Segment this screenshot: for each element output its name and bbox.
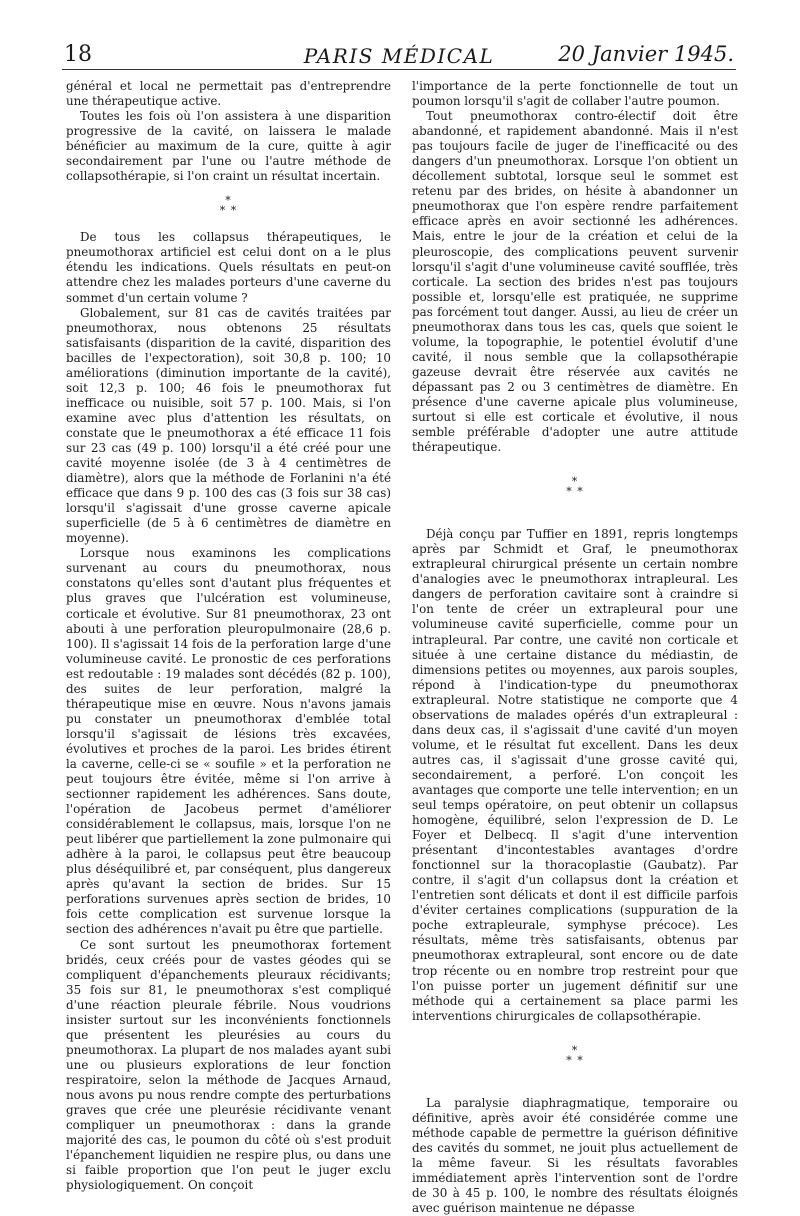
section-separator: * * * <box>219 194 238 218</box>
paragraph: général et local ne permettait pas d'entreprendre une thérapeutique active. <box>66 79 391 109</box>
page-number: 18 <box>64 42 92 67</box>
paragraph: Tout pneumothorax contro-électif doit être abandonné, et rapidement abandonné. Mais il n'est pas toujours facile de juger de l'inefficacité ou des dangers d'un pneumothorax. Lorsque l'on obtient un décollement subtotal, lorsque seul le sommet est retenu par des brides, on hésite à abandonner un pneumothorax que l'on espère rendre parfaitement efficace après en avoir sectionné les adhérences. Mais, entre le jour de la création et celui de la pleuroscopie, des complications peuvent survenir lorsqu'il s'agit d'une volumineuse cavité soufflée, très corticale. La section des brides n'est pas toujours possible et, lorsqu'elle est pratiquée, ne supprime pas forcément tout danger. Aussi, au lieu de créer un pneumothorax dans tous les cas, quels que soient le volume, la topographie, le potentiel évolutif d'une cavité, il nous semble que la collapsothérapie gazeuse devrait être réservée aux cavités ne dépassant pas 2 ou 3 centimètres de diamètre. En présence d'une caverne apicale plus volumineuse, surtout si elle est corticale et évolutive, il nous semble préférable d'adopter une autre attitude thérapeutique. <box>412 109 738 455</box>
paragraph: La paralysie diaphragmatique, temporaire ou définitive, après avoir été considérée comme une méthode capable de permettre la guérison définitive des cavités du sommet, ne jouit plus actuellement de la même faveur. Si les résultats favorables immédiatement après l'intervention sont de l'ordre de 30 à 45 p. 100, le nombre des résultats éloignés avec guérison maintenue ne dépasse <box>412 1095 738 1216</box>
paragraph: Toutes les fois où l'on assistera à une disparition progressive de la cavité, on laissera le malade bénéficier au maximum de la cure, quitte à agir secondairement par l'une ou l'autre méthode de collapsothérapie, si l'on craint un résultat incertain. <box>66 109 391 184</box>
issue-date: 20 Janvier 1945. <box>558 42 734 66</box>
paragraph: Déjà conçu par Tuffier en 1891, repris longtemps après par Schmidt et Graf, le pneumothorax extrapleural chirurgical présente un certain nombre d'analogies avec le pneumothorax intrapleural. Les dangers de perforation cavitaire sont à craindre si l'on tente de créer un extrapleural pour une volumineuse cavité superficielle, comme pour un intrapleural. Par contre, une cavité non corticale et située à une certaine distance du médiastin, de dimensions petites ou moyennes, aux parois souples, répond à l'indication-type du pneumothorax extrapleural. Notre statistique ne comporte que 4 observations de malades opérés d'un extrapleural : dans deux cas, il s'agissait d'une cavité d'un moyen volume, et le résultat fut excellent. Dans les deux autres cas, il s'agissait d'une grosse cavité qui, secondairement, a perforé. L'on conçoit les avantages que comporte une telle intervention; en un seul temps opératoire, on peut obtenir un collapsus homogène, équilibré, selon l'expression de D. Le Foyer et Delbecq. Il s'agit d'une intervention présentant d'incontestables avantages d'ordre fonctionnel sur la thoracoplastie (Gaubatz). Par contre, il s'agit d'un collapsus dont la création et l'entretien sont délicats et dont il est difficile parfois d'éviter certaines complications (suppuration de la poche extrapleurale, symphyse précoce). Les résultats, même très satisfaisants, obtenus par pneumothorax extrapleural, sont encore ou de date trop récente ou en nombre trop restreint pour que l'on puisse porter un jugement définitif sur une méthode qui a certainement sa place parmi les interventions chirurgicales de collapsothérapie. <box>412 527 738 1023</box>
left-column <box>66 79 391 1193</box>
section-separator: * * * <box>566 1043 584 1067</box>
paragraph: l'importance de la perte fonctionnelle de tout un poumon lorsqu'il s'agit de collaber l'autre poumon. <box>412 79 738 109</box>
page-header <box>64 40 734 70</box>
section-separator: * * * <box>566 475 584 499</box>
paragraph: De tous les collapsus thérapeutiques, le pneumothorax artificiel est celui dont on a le plus étendu les indications. Quels résultats en peut-on attendre chez les malades porteurs d'une caverne du sommet d'un certain volume ? <box>66 230 391 305</box>
paragraph: Ce sont surtout les pneumothorax fortement bridés, ceux créés pour de vastes géodes qui se compliquent d'épanchements pleuraux récidivants; 35 fois sur 81, le pneumothorax s'est compliqué d'une réaction pleurale fébrile. Nous voudrions insister surtout sur les inconvénients fonctionnels que présentent les pleurésies au cours du pneumothorax. La plupart de nos malades ayant subi une ou plusieurs explorations de leur fonction respiratoire, selon la méthode de Jacques Arnaud, nous avons pu nous rendre compte des perturbations graves que crée une pleurésie récidivante venant compliquer un pneumothorax : dans la grande majorité des cas, le poumon du côté où s'est produit l'épanchement liquidien ne respire plus, ou dans une si faible proportion que l'on peut le juger exclu physiologiquement. On conçoit <box>66 937 391 1193</box>
journal-title: PARIS MÉDICAL <box>303 44 495 68</box>
paragraph: Lorsque nous examinons les complications survenant au cours du pneumothorax, nous constatons qu'elles sont d'autant plus fréquentes et plus graves que l'ulcération est volumineuse, corticale et évolutive. Sur 81 pneumothorax, 23 ont abouti à une perforation pleuropulmonaire (28,6 p. 100). Il s'agissait 14 fois de la perforation large d'une volumineuse cavité. Le pronostic de ces perforations est redoutable : 19 malades sont décédés (82 p. 100), des suites de leur perforation, malgré la thérapeutique mise en œuvre. Nous n'avons jamais pu constater un pneumothorax d'emblée total lorsqu'il s'agissait de lésions très excavées, évolutives et proches de la paroi. Les brides étirent la caverne, celle-ci se « soufile » et la perforation ne peut toujours être évitée, même si l'on arrive à sectionner rapidement les adhérences. Sans doute, l'opération de Jacobeus permet d'améliorer considérablement le collapsus, mais, lorsque l'on ne peut libérer que partiellement la zone pulmonaire qui adhère à la paroi, le collapsus peut être beaucoup plus déséquilibré et, par conséquent, plus dangereux après qu'avant la section de brides. Sur 15 perforations survenues après section de brides, 10 fois cette complication est survenue lorsque la section des adhérences n'avait pu être que partielle. <box>66 546 391 937</box>
paragraph: Globalement, sur 81 cas de cavités traitées par pneumothorax, nous obtenons 25 résultats satisfaisants (disparition de la cavité, disparition des bacilles de l'expectoration), soit 30,8 p. 100; 10 améliorations (diminution importante de la cavité), soit 12,3 p. 100; 46 fois le pneumothorax fut inefficace ou nuisible, soit 57 p. 100. Mais, si l'on examine avec plus d'attention les résultats, on constate que le pneumothorax a été efficace 11 fois sur 23 cas (49 p. 100) lorsqu'il a été créé pour une cavité moyenne isolée (de 3 à 4 centimètres de diamètre), alors que la méthode de Forlanini n'a été efficace que dans 9 p. 100 des cas (3 fois sur 38 cas) lorsqu'il s'agissait d'une grosse caverne apicale superficielle (de 5 à 6 centimètres de diamètre en moyenne). <box>66 305 391 546</box>
right-column <box>412 79 738 1216</box>
header-rule <box>62 69 736 70</box>
